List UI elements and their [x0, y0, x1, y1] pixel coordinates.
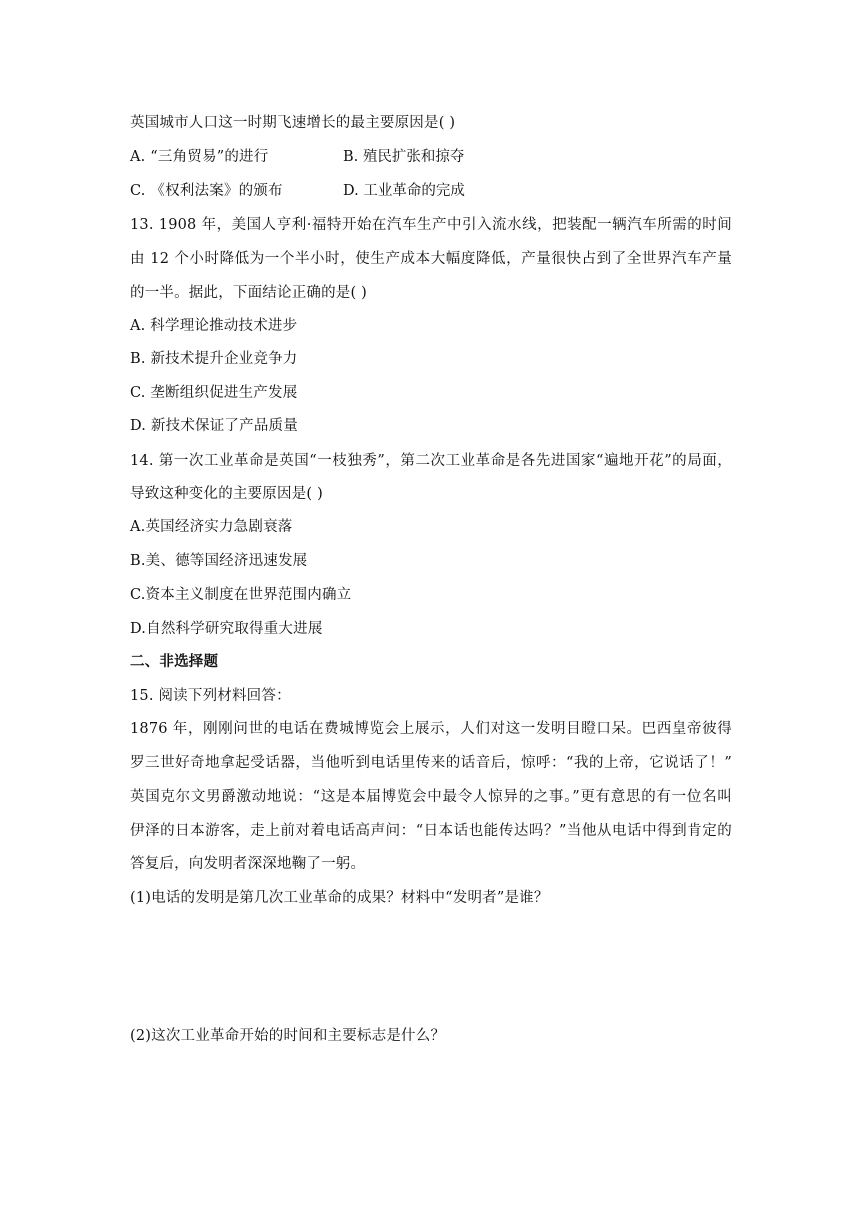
- q15-sub-question-2: (2)这次工业革命开始的时间和主要标志是什么？: [130, 1028, 446, 1044]
- q13-stem-line-2: 由 12 个小时降低为一个半小时，使生产成本大幅度降低，产量很快占到了全世界汽车产量: [130, 251, 732, 267]
- q14-option-a: A.英国经济实力急剧衰落: [130, 519, 293, 535]
- q13-option-d: D. 新技术保证了产品质量: [130, 418, 298, 434]
- q12-stem: 英国城市人口这一时期飞速增长的最主要原因是( ): [130, 115, 456, 131]
- q15-material-line-1: 1876 年，刚刚问世的电话在费城博览会上展示，人们对这一发明目瞪口呆。巴西皇帝彼得: [130, 721, 732, 737]
- q14-option-c: C.资本主义制度在世界范围内确立: [130, 587, 352, 603]
- q15-material-line-4: 伊泽的日本游客，走上前对着电话高声问：“日本话也能传达吗？”当他从电话中得到肯定的: [130, 823, 732, 839]
- q14-option-b: B.美、德等国经济迅速发展: [130, 553, 308, 569]
- q14-stem-line-1: 14. 第一次工业革命是英国“一枝独秀”，第二次工业革命是各先进国家“遍地开花”的局面，: [130, 453, 732, 469]
- q13-option-b: B. 新技术提升企业竞争力: [130, 351, 298, 367]
- q15-material-line-3: 英国克尔文男爵激动地说：“这是本届博览会中最令人惊异的之事。”更有意思的有一位名叫: [130, 789, 732, 805]
- q13-stem-line-1: 13. 1908 年，美国人亨利·福特开始在汽车生产中引入流水线，把装配一辆汽车所需的时间: [130, 217, 732, 233]
- q15-stem: 15. 阅读下列材料回答：: [130, 688, 291, 704]
- q15-sub-question-1: (1)电话的发明是第几次工业革命的成果？材料中“发明者”是谁？: [130, 890, 549, 906]
- q12-option-a: A. “三角贸易”的进行: [130, 149, 269, 165]
- q13-option-a: A. 科学理论推动技术进步: [130, 318, 298, 334]
- section-heading: 二、非选择题: [130, 654, 219, 670]
- q12-option-b: B. 殖民扩张和掠夺: [343, 149, 465, 165]
- q12-option-d: D. 工业革命的完成: [343, 183, 465, 199]
- q15-material-line-5: 答复后，向发明者深深地鞠了一躬。: [130, 856, 366, 872]
- q12-option-c: C. 《权利法案》的颁布: [130, 183, 283, 199]
- q13-stem-line-3: 的一半。据此，下面结论正确的是( ): [130, 285, 368, 301]
- q14-option-d: D.自然科学研究取得重大进展: [130, 621, 323, 637]
- q15-material-line-2: 罗三世好奇地拿起受话器，当他听到电话里传来的话音后，惊呼：“我的上帝，它说话了！”: [130, 755, 732, 771]
- q14-stem-line-2: 导致这种变化的主要原因是( ): [130, 486, 323, 502]
- q13-option-c: C. 垄断组织促进生产发展: [130, 385, 298, 401]
